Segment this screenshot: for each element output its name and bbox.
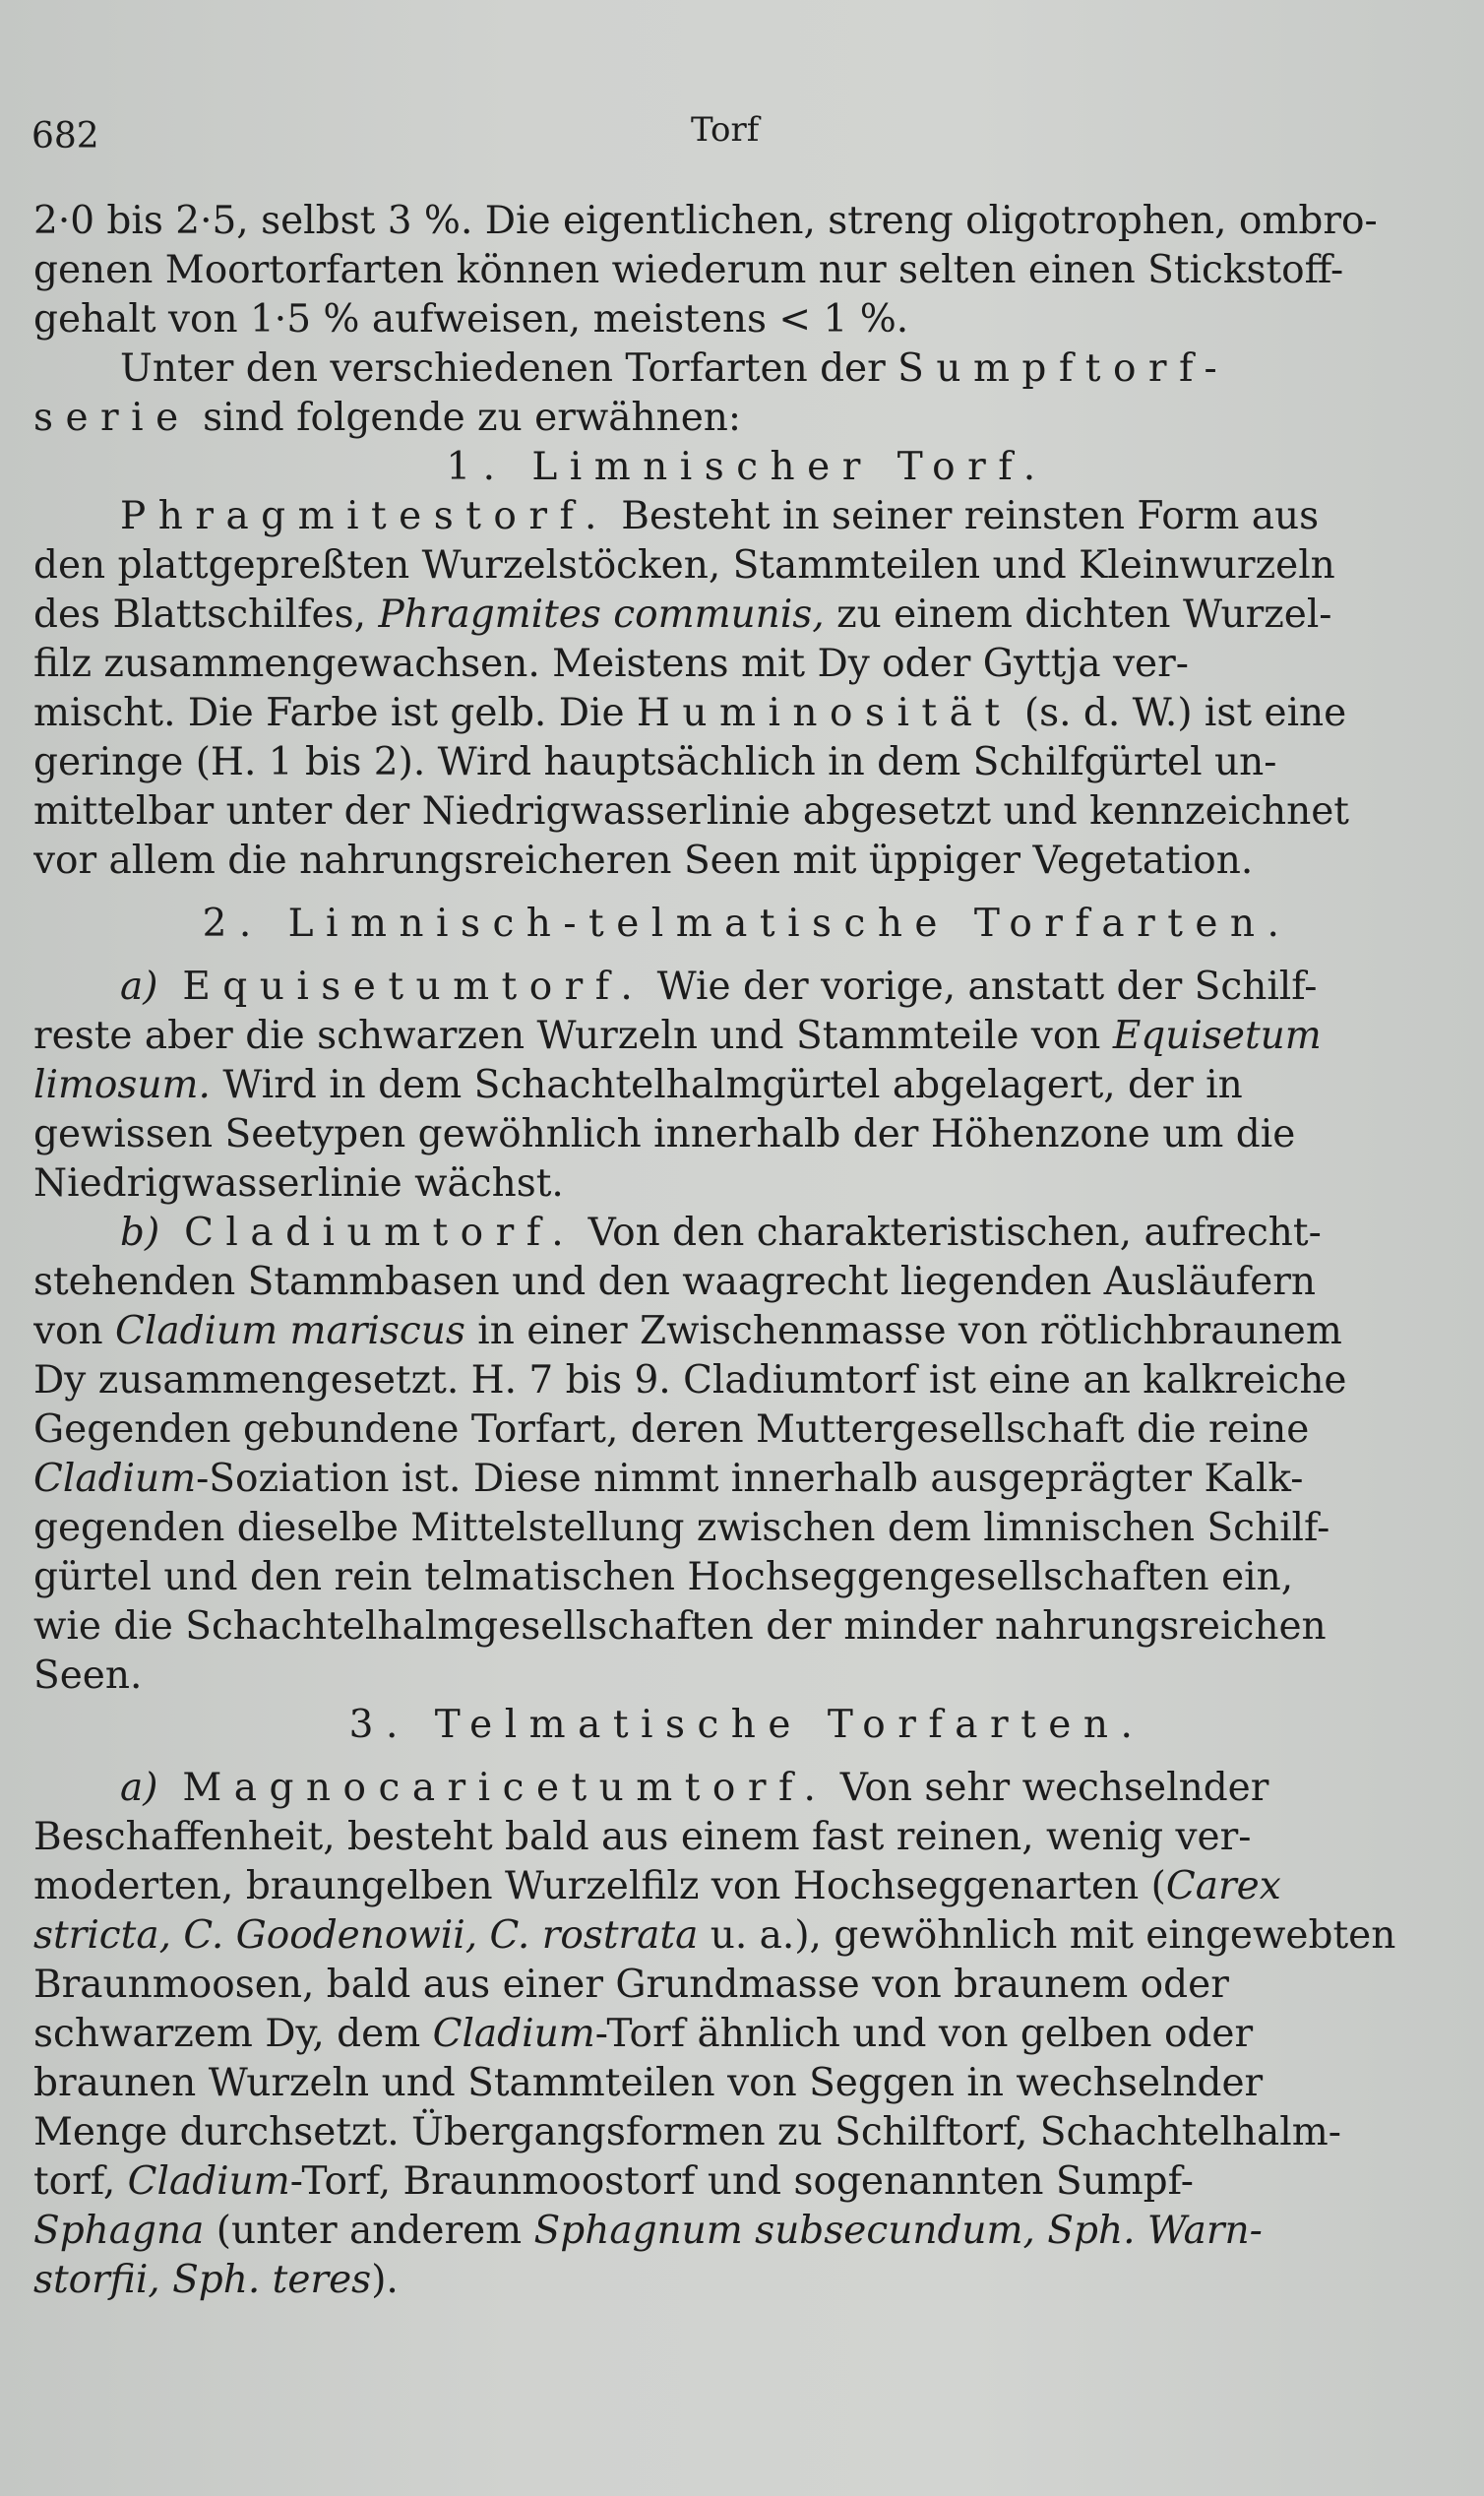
text-segment: mischt. Die Farbe ist gelb. Die — [33, 691, 637, 735]
text-line: gürtel und den rein telmatischen Hochseggengesellschaften ein, — [33, 1555, 1294, 1599]
text-line: stehenden Stammbasen und den waagrecht liegenden Ausläufern — [33, 1260, 1316, 1304]
text-line: wie die Schachtelhalmgesellschaften der minder nahrungsreichen — [33, 1604, 1327, 1649]
text-line: Niedrigwasserlinie wächst. — [33, 1161, 564, 1206]
species-name: Sphagna — [33, 2209, 205, 2253]
text-line: mittelbar unter der Niedrigwasserlinie abgesetzt und kennzeichnet — [33, 789, 1349, 834]
spaced-term: Equisetumtorf. — [157, 965, 646, 1009]
text-line: Dy zusammengesetzt. H. 7 bis 9. Cladiumtorf ist eine an kalkreiche — [33, 1358, 1347, 1403]
text-segment: Wie der vorige, anstatt der Schilf- — [645, 965, 1318, 1009]
spaced-term: Cladiumtorf. — [159, 1211, 577, 1255]
text-line — [33, 2010, 1421, 2059]
species-name: stricta, C. Goodenowii, C. rostrata — [33, 1913, 699, 1958]
spaced-term: Phragmitestorf. — [120, 494, 609, 538]
text-line: Seen. — [33, 1654, 143, 1698]
text-line: gehalt von 1·5 % aufweisen, meistens < 1 %. — [33, 297, 909, 342]
text-line — [33, 1012, 1421, 1061]
text-segment: moderten, braungelben Wurzelfilz von Hochseggenarten ( — [33, 1864, 1166, 1908]
species-name: Cladium mariscus — [115, 1309, 465, 1353]
section-heading-1: 1. Limnischer Torf. — [446, 445, 1048, 489]
text-segment: (unter anderem — [204, 2209, 534, 2253]
running-head: Torf — [691, 110, 760, 150]
text-line: geringe (H. 1 bis 2). Wird hauptsächlich in dem Schilfgürtel un- — [33, 740, 1277, 784]
text-segment: reste aber die schwarzen Wurzeln und Stammteile von — [33, 1014, 1113, 1058]
text-segment: Unter den verschiedenen Torfarten der — [120, 346, 898, 391]
species-name: limosum. — [33, 1063, 211, 1107]
text-segment: -Torf ähnlich und von gelben oder — [594, 2012, 1254, 2056]
text-segment: zu einem dichten Wurzel- — [824, 593, 1332, 637]
text-line — [33, 2207, 1421, 2256]
text-segment: Besteht in seiner reinsten Form aus — [608, 494, 1320, 538]
species-name: Carex — [1165, 1864, 1281, 1908]
text-segment: (s. d. W.) ist eine — [1012, 691, 1347, 735]
section-heading-2: 2. Limnisch-telmatische Torfarten. — [202, 902, 1292, 946]
text-segment: von — [33, 1309, 116, 1353]
text-line — [33, 394, 1421, 443]
text-line: filz zusammengewachsen. Meistens mit Dy oder Gyttja ver- — [33, 642, 1189, 686]
spaced-term: Sumpftorf- — [897, 346, 1230, 391]
body-text — [33, 197, 1421, 2305]
text-segment: -Torf, Braunmoostorf und sogenannten Sumpf- — [289, 2159, 1194, 2204]
species-name: Equisetum — [1112, 1014, 1322, 1058]
text-line: genen Moortorfarten können wiederum nur selten einen Stickstoff- — [33, 248, 1344, 292]
text-segment: ). — [371, 2258, 399, 2302]
text-line — [33, 2256, 1421, 2305]
text-line: braunen Wurzeln und Stammteilen von Seggen in wechselnder — [33, 2061, 1264, 2105]
text-line — [33, 1307, 1421, 1356]
text-line: gegenden dieselbe Mittelstellung zwischen dem limnischen Schilf- — [33, 1506, 1330, 1550]
species-name: storfii, Sph. teres — [33, 2258, 372, 2302]
text-segment: Wird in dem Schachtelhalmgürtel abgelagert, der in — [210, 1063, 1243, 1107]
text-segment: sind folgende zu erwähnen: — [190, 396, 742, 440]
text-segment: torf, — [33, 2159, 128, 2204]
text-segment: des Blattschilfes, — [33, 593, 379, 637]
species-name: Cladium — [127, 2159, 290, 2204]
text-line — [33, 2157, 1421, 2207]
list-marker: a) — [120, 1766, 158, 1810]
text-line — [33, 344, 1421, 394]
text-segment: schwarzem Dy, dem — [33, 2012, 433, 2056]
list-marker: b) — [120, 1211, 160, 1255]
text-line: Gegenden gebundene Torfart, deren Muttergesellschaft die reine — [33, 1407, 1310, 1452]
text-line: gewissen Seetypen gewöhnlich innerhalb der Höhenzone um die — [33, 1112, 1296, 1156]
text-segment: in einer Zwischenmasse von rötlichbraunem — [464, 1309, 1342, 1353]
spaced-term: Magnocaricetumtorf. — [157, 1766, 829, 1810]
text-line — [33, 492, 1421, 541]
text-segment: Von den charakteristischen, aufrecht- — [576, 1211, 1322, 1255]
section-heading-3: 3. Telmatische Torfarten. — [348, 1703, 1145, 1747]
text-line: 2·0 bis 2·5, selbst 3 %. Die eigentlichen, streng oligotrophen, ombro- — [33, 199, 1378, 243]
text-line: Beschaffenheit, besteht bald aus einem fast reinen, wenig ver- — [33, 1815, 1252, 1859]
text-line — [33, 963, 1421, 1012]
text-line: den plattgepreßten Wurzelstöcken, Stammteilen und Kleinwurzeln — [33, 543, 1335, 588]
text-line — [33, 1455, 1421, 1504]
text-line: vor allem die nahrungsreicheren Seen mit üppiger Vegetation. — [33, 839, 1254, 883]
list-marker: a) — [120, 965, 158, 1009]
text-line — [33, 1209, 1421, 1258]
text-line: Menge durchsetzt. Übergangsformen zu Schilftorf, Schachtelhalm- — [33, 2110, 1341, 2154]
text-segment: -Soziation ist. Diese nimmt innerhalb ausgeprägter Kalk- — [196, 1457, 1304, 1501]
text-segment: u. a.), gewöhnlich mit eingewebten — [698, 1913, 1396, 1958]
spaced-term: serie — [33, 396, 191, 440]
text-line: Braunmoosen, bald aus einer Grundmasse von braunem oder — [33, 1963, 1229, 2007]
text-line — [33, 591, 1421, 640]
text-segment: Von sehr wechselnder — [828, 1766, 1269, 1810]
page-number: 682 — [31, 116, 99, 156]
text-line — [33, 1764, 1421, 1813]
text-line — [33, 689, 1421, 738]
species-name: Cladium — [432, 2012, 595, 2056]
species-name: Cladium — [33, 1457, 197, 1501]
text-line — [33, 1061, 1421, 1110]
species-name: Phragmites communis, — [378, 593, 825, 637]
species-name: Sphagnum subsecundum, Sph. Warn- — [533, 2209, 1263, 2253]
text-line — [33, 1862, 1421, 1911]
text-line — [33, 1911, 1421, 1961]
spaced-term: Huminosität — [636, 691, 1013, 735]
page-header — [31, 110, 1425, 175]
